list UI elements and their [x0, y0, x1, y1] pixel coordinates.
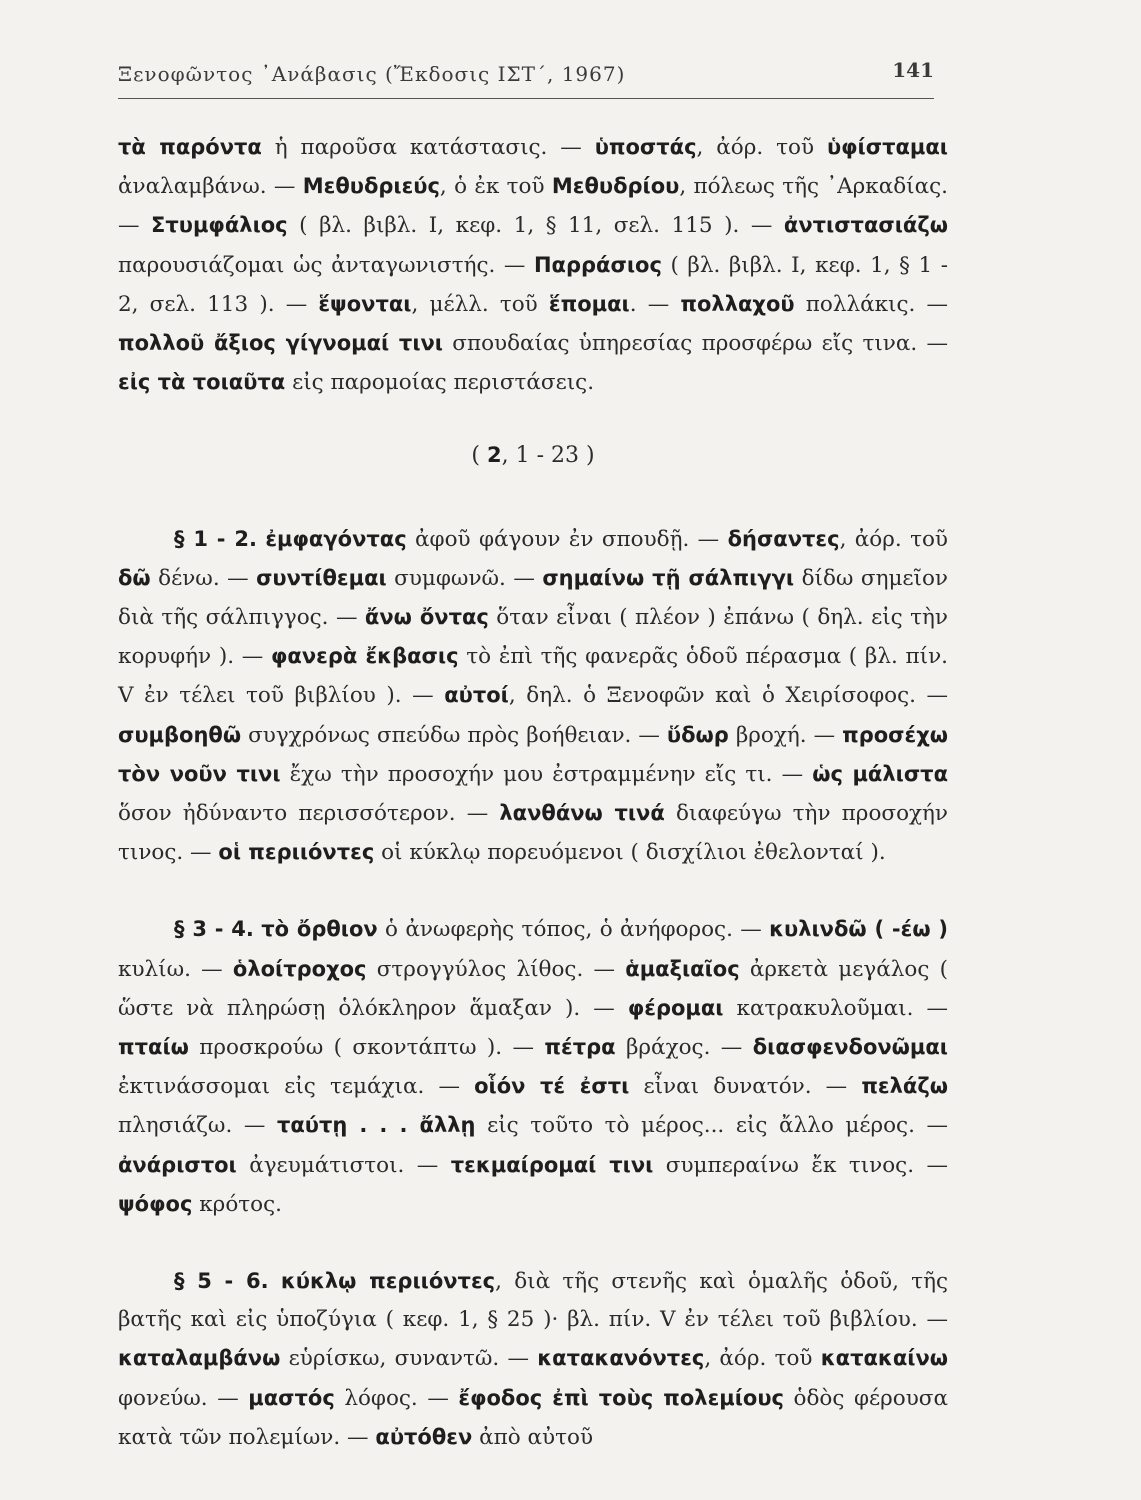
gloss: ( βλ. βιβλ. Ι, κεφ. 1, § 1 - 2, σελ. 113 ). —: [118, 252, 948, 317]
gloss: ἀφοῦ φάγουν ἐν σπουδῇ. —: [406, 526, 728, 552]
section-marker: § 3 - 4.: [174, 917, 254, 942]
gloss: , ἀόρ. τοῦ: [704, 1346, 821, 1372]
gloss: εἰς παρομοίας περιστάσεις.: [285, 370, 595, 396]
chapter-open: (: [471, 443, 487, 469]
term: εἰς τὰ τοιαῦτα: [118, 370, 286, 395]
paragraph-intro: [118, 128, 948, 402]
term: λανθάνω τινά: [499, 801, 665, 826]
term: φέρομαι: [627, 995, 724, 1020]
term: ὡς μάλιστα: [812, 761, 948, 786]
gloss: ἐκτινάσσομαι εἰς τεμάχια. —: [118, 1074, 475, 1100]
gloss: ὅταν εἶναι ( πλέον ) ἐπάνω ( δηλ. εἰς τὴν κορυφήν ). —: [118, 605, 948, 670]
gloss: διαφεύγω τὴν προσοχήν τινος. —: [118, 801, 948, 866]
gloss: οἱ κύκλῳ πορευόμενοι ( δισχίλιοι ἐθελονταί ).: [374, 840, 886, 866]
term: Στυμφάλιος: [151, 213, 288, 238]
term: ταύτῃ . . . ἄλλῃ: [276, 1113, 476, 1138]
gloss: ἀρκετὰ μεγάλος ( ὥστε νὰ πληρώσῃ ὁλόκληρον ἅμαξαν ). —: [118, 956, 948, 1021]
term: μαστός: [248, 1385, 335, 1410]
gloss: τὸ ἐπὶ τῆς φανερᾶς ὁδοῦ πέρασμα ( βλ. πίν. V ἐν τέλει τοῦ βιβλίου ). —: [118, 644, 948, 709]
term: τὸ ὄρθιον: [261, 917, 378, 942]
paragraph-section-1-2: [118, 520, 948, 873]
gloss: σπουδαίας ὑπηρεσίας προσφέρω εἴς τινα. —: [443, 331, 948, 357]
term: πταίω: [118, 1035, 189, 1060]
page-number: 141: [892, 58, 934, 82]
term: ἕπομαι: [548, 291, 630, 316]
gloss: λόφος. —: [334, 1385, 459, 1411]
term: δήσαντες: [727, 526, 840, 551]
term: Μεθυδρίου: [551, 174, 680, 199]
term: ἀντιστασιάζω: [783, 213, 949, 238]
gloss: ἀπὸ αὐτοῦ: [472, 1424, 594, 1450]
paragraph-gap: [118, 872, 948, 910]
term: ὑποστάς: [594, 135, 697, 159]
section-marker: § 1 - 2.: [174, 526, 257, 551]
term: πολλαχοῦ: [680, 291, 795, 316]
gloss: ( βλ. βιβλ. Ι, κεφ. 1, § 11, σελ. 115 ). —: [287, 213, 784, 239]
gloss: ὅσον ἠδύναντο περισσότερον. —: [118, 801, 500, 827]
term: οἷόν τέ ἐστι: [474, 1074, 630, 1099]
term: ἕψονται: [318, 291, 412, 316]
paragraph-section-3-4: [118, 910, 948, 1224]
gloss: εὑρίσκω, συναντῶ. —: [280, 1346, 538, 1372]
term: πολλοῦ ἄξιος γίγνομαί τινι: [118, 331, 443, 356]
gloss: βροχή. —: [728, 722, 843, 748]
term: συντίθεμαι: [256, 565, 387, 590]
term: ἁμαξιαῖος: [625, 956, 740, 981]
term: ὕδωρ: [666, 722, 729, 747]
term: Παρράσιος: [533, 252, 662, 277]
term: ἔφοδος ἐπὶ τοὺς πολεμίους: [458, 1385, 784, 1410]
gloss: δίδω σημεῖον διὰ τῆς σάλπιγγος. —: [118, 565, 948, 631]
gloss: κατρακυλοῦμαι. —: [723, 995, 948, 1021]
space: [269, 1269, 281, 1294]
gloss: εἶναι δυνατόν. —: [629, 1074, 862, 1100]
term: κύκλῳ περιιόντες: [280, 1269, 496, 1294]
term: οἱ περιιόντες: [218, 840, 375, 865]
gloss: , δηλ. ὁ Ξενοφῶν καὶ ὁ Χειρίσοφος. —: [508, 683, 948, 709]
section-marker: § 5 - 6.: [174, 1269, 269, 1294]
gloss: πλησιάζω. —: [118, 1113, 277, 1139]
gloss: φονεύω. —: [118, 1385, 249, 1411]
term: τεκμαίρομαί τινι: [450, 1152, 654, 1177]
gloss: βράχος. —: [615, 1035, 753, 1061]
term: ψόφος: [118, 1191, 193, 1216]
gloss: ἀγευμάτιστοι. —: [236, 1152, 451, 1178]
paragraph-gap: [118, 1224, 948, 1262]
gloss: ἡ παροῦσα κατάστασις. —: [261, 135, 595, 160]
term: Μεθυδριεύς: [302, 174, 440, 199]
gloss: , ὁ ἐκ τοῦ: [439, 174, 552, 200]
running-header: [118, 58, 934, 99]
gloss: . —: [629, 291, 681, 317]
body-text: [118, 128, 948, 1457]
gloss: , πόλεως τῆς ᾿Αρκαδίας. —: [118, 174, 948, 239]
gloss: ὁδὸς φέρουσα κατὰ τῶν πολεμίων. —: [118, 1385, 948, 1450]
gloss: , μέλλ. τοῦ: [411, 291, 549, 317]
gloss: εἰς τοῦτο τὸ μέρος... εἰς ἄλλο μέρος. —: [475, 1113, 949, 1139]
term: πέτρα: [544, 1035, 616, 1060]
gloss: συγχρόνως σπεύδω πρὸς βοήθειαν. —: [241, 722, 667, 748]
term: κατακανόντες: [537, 1346, 705, 1371]
term: προσέχω τὸν νοῦν τινι: [118, 722, 949, 786]
gloss: συμφωνῶ. —: [386, 565, 543, 591]
gloss: ὁ ἀνωφερὴς τόπος, ὁ ἀνήφορος. —: [377, 917, 770, 943]
term: κατακαίνω: [820, 1346, 948, 1371]
term: ἐμφαγόντας: [265, 526, 407, 551]
gloss: συμπεραίνω ἔκ τινος. —: [653, 1152, 948, 1178]
chapter-number: 2: [486, 443, 502, 468]
term: συμβοηθῶ: [118, 722, 242, 747]
header-title: Ξενοφῶντος ᾿Ανάβασις (Ἔκδοσις ΙΣΤ΄, 1967): [118, 62, 626, 86]
paragraph-section-5-6: [118, 1262, 948, 1457]
gloss: προσκρούω ( σκοντάπτω ). —: [188, 1035, 545, 1061]
term: πελάζω: [861, 1074, 948, 1099]
gloss: , ἀόρ. τοῦ: [696, 135, 827, 160]
term: δῶ: [118, 565, 151, 590]
term: ὁλοίτροχος: [232, 956, 367, 981]
gloss: κυλίω. —: [118, 956, 233, 982]
term: κυλινδῶ ( -έω ): [769, 917, 948, 942]
gloss: στρογγύλος λίθος. —: [366, 956, 626, 982]
term: ὑφίσταμαι: [826, 135, 948, 159]
gloss: ἔχω τὴν προσοχήν μου ἐστραμμένην εἴς τι. —: [280, 761, 813, 787]
chapter-range: , 1 - 23 ): [501, 443, 595, 469]
term: ἄνω ὄντας: [364, 605, 489, 630]
gloss: ἀναλαμβάνω. —: [118, 174, 303, 200]
gloss: , διὰ τῆς στενῆς καὶ ὁμαλῆς ὁδοῦ, τῆς βατῆς καὶ εἰς ὑποζύγια ( κεφ. 1, § 25 )· βλ. πίν. V ἐν τέλει τοῦ βιβλίου. —: [118, 1269, 948, 1333]
term: διασφενδονῶμαι: [752, 1035, 948, 1060]
term: σημαίνω τῇ σάλπιγγι: [542, 565, 795, 590]
gloss: , ἀόρ. τοῦ: [839, 526, 948, 552]
term: ἀνάριστοι: [118, 1152, 237, 1177]
term: αὐτόθεν: [375, 1424, 473, 1449]
term: τὰ παρόντα: [118, 135, 262, 159]
term: φανερὰ ἔκβασις: [270, 644, 459, 669]
term: αὐτοί: [444, 683, 509, 708]
gloss: πολλάκις. —: [794, 291, 948, 317]
gloss: παρουσιάζομαι ὡς ἀνταγωνιστής. —: [118, 252, 534, 278]
gloss: κρότος.: [192, 1191, 282, 1217]
chapter-heading: [118, 436, 948, 475]
gloss: δένω. —: [150, 565, 257, 591]
term: καταλαμβάνω: [118, 1346, 281, 1371]
